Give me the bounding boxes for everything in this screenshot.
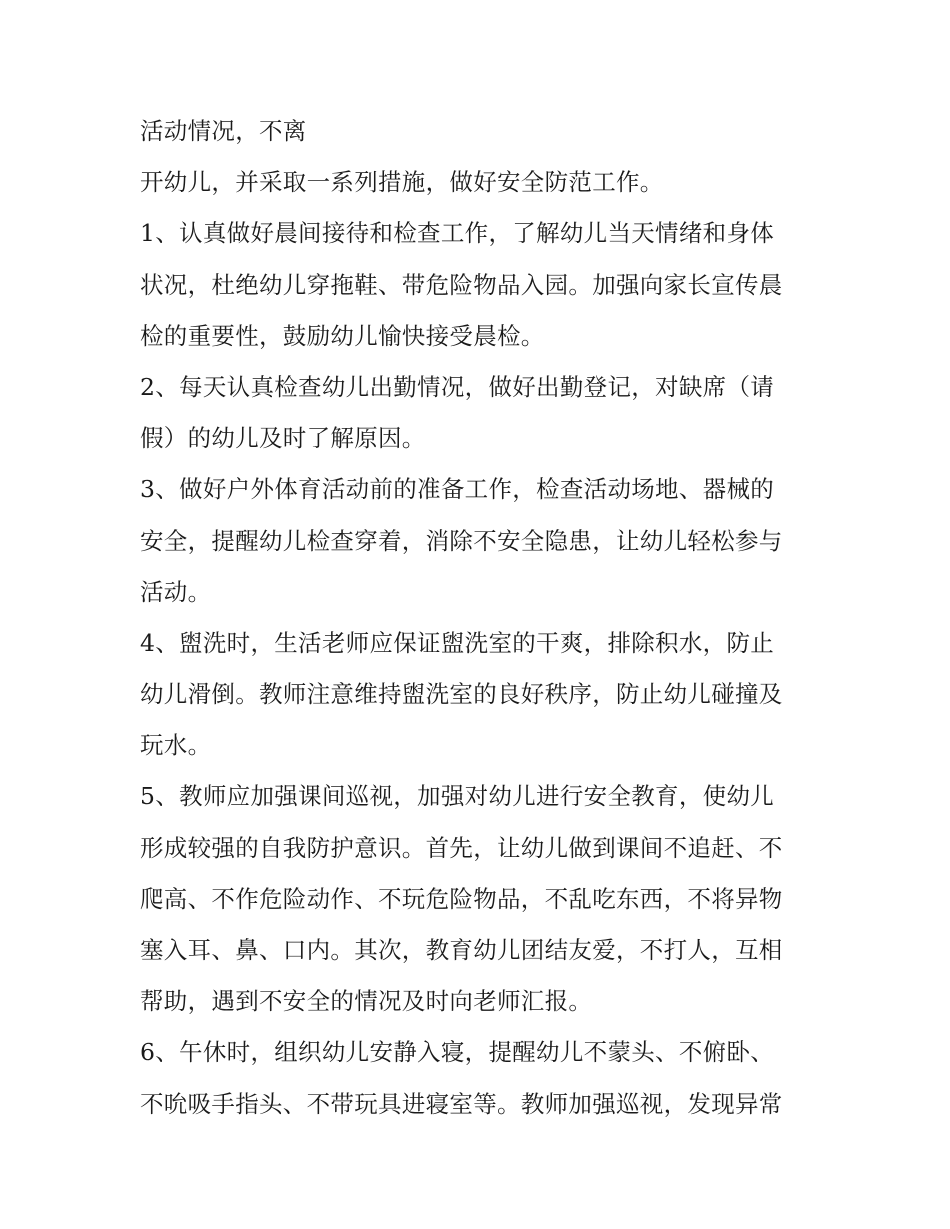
text-line: 6、午休时，组织幼儿安静入寝，提醒幼儿不蒙头、不俯卧、 — [140, 1038, 775, 1067]
text-line: 状况，杜绝幼儿穿拖鞋、带危险物品入园。加强向家长宣传晨 — [140, 270, 783, 299]
text-line: 活动情况，不离 — [140, 117, 307, 145]
text-line: 玩水。 — [140, 731, 212, 760]
text-line: 开幼儿，并采取一系列措施，做好安全防范工作。 — [140, 168, 664, 197]
text-line: 假）的幼儿及时了解原因。 — [140, 424, 426, 453]
text-line: 不吮吸手指头、不带玩具进寝室等。教师加强巡视，发现异常 — [140, 1089, 783, 1118]
text-line: 幼儿滑倒。教师注意维持盥洗室的良好秩序，防止幼儿碰撞及 — [140, 680, 783, 709]
text-line: 安全，提醒幼儿检查穿着，消除不安全隐患，让幼儿轻松参与 — [140, 526, 783, 555]
text-line: 1、认真做好晨间接待和检查工作，了解幼儿当天情绪和身体 — [140, 219, 775, 248]
text-line: 塞入耳、鼻、口内。其次，教育幼儿团结友爱，不打人，互相 — [140, 936, 783, 964]
text-line: 活动。 — [140, 577, 212, 606]
body-text — [140, 106, 815, 1130]
text-line: 2、每天认真检查幼儿出勤情况，做好出勤登记，对缺席（请 — [140, 372, 775, 401]
text-line: 4、盥洗时，生活老师应保证盥洗室的干爽，排除积水，防止 — [140, 628, 775, 657]
text-line: 5、教师应加强课间巡视，加强对幼儿进行安全教育，使幼儿 — [140, 782, 775, 811]
text-line: 爬高、不作危险动作、不玩危险物品，不乱吃东西，不将异物 — [140, 884, 783, 913]
text-line: 3、做好户外体育活动前的准备工作，检查活动场地、器械的 — [140, 475, 775, 504]
text-line: 检的重要性，鼓励幼儿愉快接受晨检。 — [140, 321, 545, 350]
text-line: 形成较强的自我防护意识。首先，让幼儿做到课间不追赶、不 — [140, 833, 783, 862]
text-line: 帮助，遇到不安全的情况及时向老师汇报。 — [140, 987, 593, 1016]
